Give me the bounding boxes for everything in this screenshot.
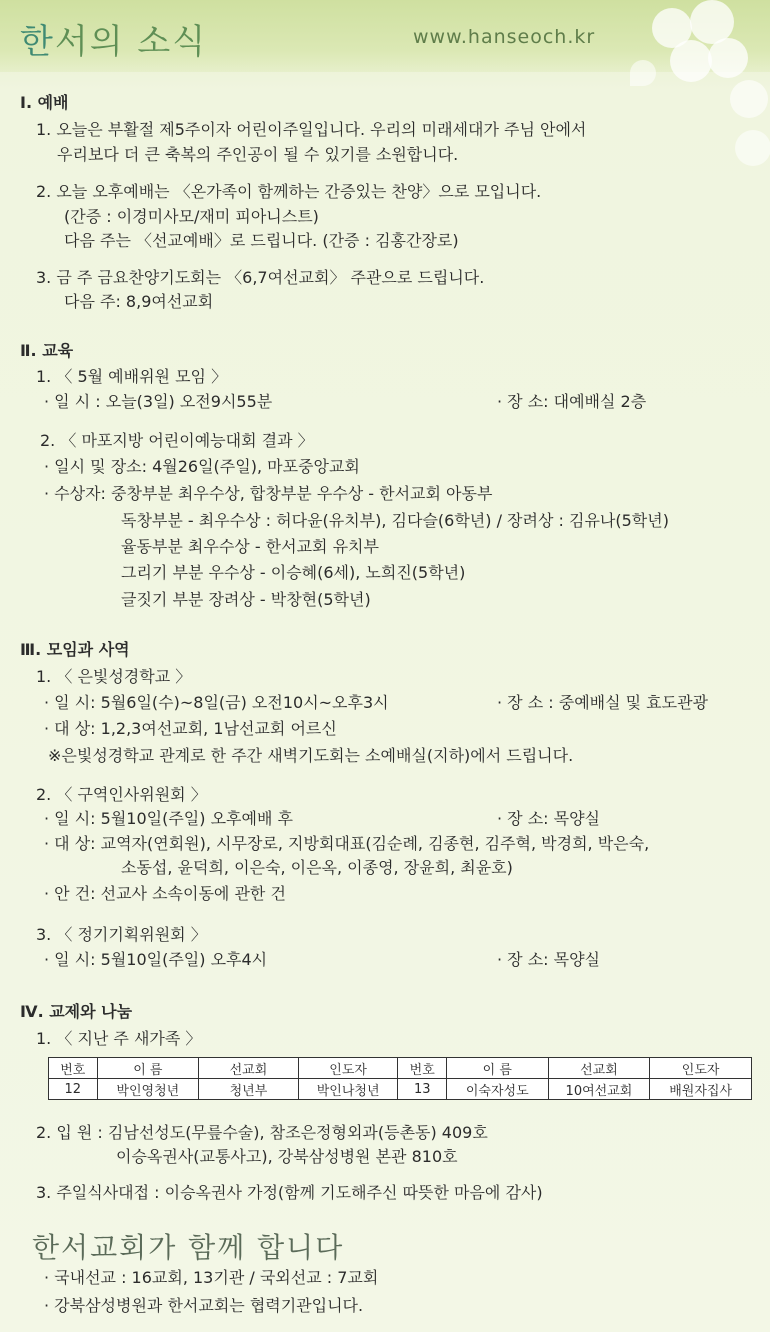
edu-item-2-winners-1: · 수상자: 중창부분 최우수상, 합창부분 우수상 - 한서교회 아동부: [44, 484, 493, 503]
worship-item-3-line2: 다음 주: 8,9여선교회: [64, 292, 214, 311]
footer-title: 한서교회가 함께 합니다: [32, 1231, 345, 1264]
edu-item-2-winners-4: 그리기 부분 우수상 - 이승혜(6세), 노희진(5학년): [121, 563, 466, 582]
footer-partner-line: · 강북삼성병원과 한서교회는 협력기관입니다.: [44, 1296, 364, 1315]
worship-item-2-line1: 2. 오늘 오후예배는 〈온가족이 함께하는 간증있는 찬양〉으로 모입니다.: [36, 182, 542, 201]
table-cell: 10여선교회: [548, 1079, 650, 1100]
ministry-item-3-place: · 장 소: 목양실: [497, 950, 601, 969]
new-family-table: [48, 1057, 752, 1100]
fellowship-item-2-line1: 2. 입 원 : 김남선성도(무릎수술), 참조은정형외과(등촌동) 409호: [36, 1123, 488, 1142]
worship-item-2-line3: 다음 주는 〈선교예배〉로 드립니다. (간증 : 김홍간장로): [64, 231, 459, 250]
worship-item-1-line2: 우리보다 더 큰 축복의 주인공이 될 수 있기를 소원합니다.: [57, 145, 459, 164]
table-cell: 박인나청년: [298, 1079, 398, 1100]
table-header-cell: 선교회: [199, 1058, 299, 1079]
section-fellowship-title: Ⅳ. 교제와 나눔: [20, 1002, 133, 1021]
table-cell: 이숙자성도: [446, 1079, 548, 1100]
section-worship-title: Ⅰ. 예배: [20, 93, 69, 112]
table-header-cell: 이 름: [446, 1058, 548, 1079]
worship-item-2-line2: (간증 : 이경미사모/재미 피아니스트): [64, 207, 319, 226]
table-header-cell: 번호: [49, 1058, 98, 1079]
table-cell: 배원자집사: [650, 1079, 752, 1100]
ministry-item-2-target-2: 소동섭, 윤덕희, 이은숙, 이은옥, 이종영, 장윤희, 최윤호): [121, 858, 513, 877]
ministry-item-2-heading: 2. 〈 구역인사위원회 〉: [36, 785, 207, 804]
table-header-cell: 이 름: [97, 1058, 199, 1079]
ministry-item-1-heading: 1. 〈 은빛성경학교 〉: [36, 667, 192, 686]
section-ministry-title: Ⅲ. 모임과 사역: [20, 640, 130, 659]
edu-item-2-winners-5: 글짓기 부분 장려상 - 박창현(5학년): [121, 590, 371, 609]
ministry-item-2-date: · 일 시: 5월10일(주일) 오후예배 후: [44, 809, 293, 828]
fellowship-item-3: 3. 주일식사대접 : 이승옥권사 가정(함께 기도해주신 따뜻한 마음에 감사): [36, 1183, 543, 1202]
edu-item-2-winners-3: 율동부분 최우수상 - 한서교회 유치부: [121, 537, 379, 556]
edu-item-1-place: · 장 소: 대예배실 2층: [497, 392, 647, 411]
worship-item-3-line1: 3. 금 주 금요찬양기도회는 〈6,7여선교회〉 주관으로 드립니다.: [36, 268, 485, 287]
edu-item-1-heading: 1. 〈 5월 예배위원 모임 〉: [36, 367, 228, 386]
table-cell: 12: [49, 1079, 98, 1100]
website-url[interactable]: www.hanseoch.kr: [413, 26, 596, 48]
ministry-item-1-place: · 장 소 : 중예배실 및 효도관광: [497, 693, 709, 712]
section-education-title: Ⅱ. 교육: [20, 341, 74, 360]
ministry-item-2-place: · 장 소: 목양실: [497, 809, 601, 828]
table-cell: 박인영청년: [97, 1079, 199, 1100]
footer-mission-line: · 국내선교 : 16교회, 13기관 / 국외선교 : 7교회: [44, 1268, 379, 1287]
fellowship-item-1-heading: 1. 〈 지난 주 새가족 〉: [36, 1029, 202, 1048]
table-header-row: [49, 1058, 752, 1079]
ministry-item-2-agenda: · 안 건: 선교사 소속이동에 관한 건: [44, 884, 286, 903]
ministry-item-2-target-1: · 대 상: 교역자(연회원), 시무장로, 지방회대표(김순례, 김종현, 김주혁, 박경희, 박은숙,: [44, 834, 650, 853]
table-row: [49, 1079, 752, 1100]
ministry-item-1-note: ※은빛성경학교 관계로 한 주간 새벽기도회는 소예배실(지하)에서 드립니다.: [48, 746, 574, 765]
fellowship-item-2-line2: 이승옥권사(교통사고), 강북삼성병원 본관 810호: [116, 1147, 458, 1166]
ministry-item-1-date: · 일 시: 5월6일(수)~8일(금) 오전10시~오후3시: [44, 693, 389, 712]
edu-item-2-heading: 2. 〈 마포지방 어린이예능대회 결과 〉: [40, 431, 314, 450]
newsletter-title: 한서의 소식: [20, 22, 208, 62]
table-header-cell: 번호: [398, 1058, 447, 1079]
table-cell: 13: [398, 1079, 447, 1100]
worship-item-1-line1: 1. 오늘은 부활절 제5주이자 어린이주일입니다. 우리의 미래세대가 주님 안에서: [36, 120, 587, 139]
edu-item-2-winners-2: 독창부분 - 최우수상 : 허다윤(유치부), 김다슬(6학년) / 장려상 : 김유나(5학년): [121, 511, 669, 530]
table-header-cell: 인도자: [650, 1058, 752, 1079]
table-header-cell: 선교회: [548, 1058, 650, 1079]
edu-item-2-when: · 일시 및 장소: 4월26일(주일), 마포중앙교회: [44, 457, 360, 476]
ministry-item-1-target: · 대 상: 1,2,3여선교회, 1남선교회 어르신: [44, 719, 337, 738]
table-header-cell: 인도자: [298, 1058, 398, 1079]
edu-item-1-date: · 일 시 : 오늘(3일) 오전9시55분: [44, 392, 273, 411]
ministry-item-3-date: · 일 시: 5월10일(주일) 오후4시: [44, 950, 268, 969]
table-cell: 청년부: [199, 1079, 299, 1100]
ministry-item-3-heading: 3. 〈 정기기획위원회 〉: [36, 925, 207, 944]
